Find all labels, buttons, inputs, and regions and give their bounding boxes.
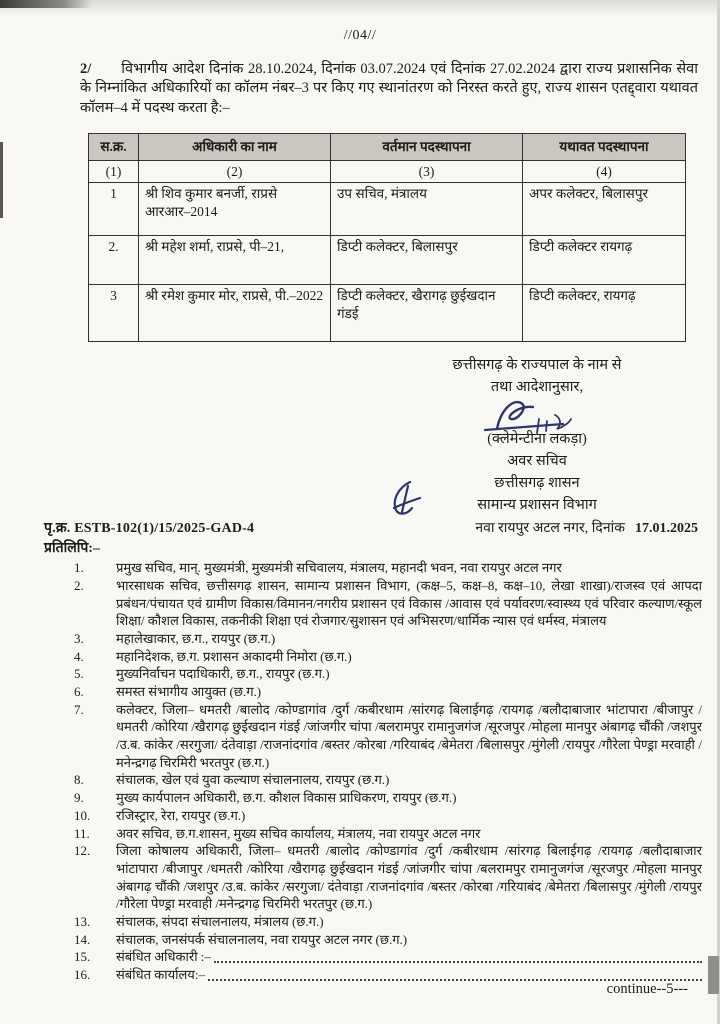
list-item-text-wrap [116,771,702,789]
list-item-number: 5. [74,666,84,682]
signature-order-line: तथा आदेशानुसार, [490,379,584,396]
table-row [89,285,686,342]
cell-current-posting: उप सचिव, मंत्रालय [331,183,523,236]
list-item-number: 9. [74,790,84,806]
dotted-fill-line [214,959,702,963]
list-item-number: 16. [74,966,91,982]
table-header-row [89,134,686,161]
list-item [74,701,702,772]
col-header-current-posting: वर्तमान पदस्थापना [331,134,523,161]
table-row [89,236,686,285]
list-item-text-wrap [116,807,702,825]
copies-label: प्रतिलिपि:– [44,541,100,557]
list-item-text: प्रमुख सचिव, मान्. मुख्यमंत्री, मुख्यमंत्री सचिवालय, मंत्रालय, महानदी भवन, नवा रायपुर अटल नगर [116,560,562,576]
handwritten-initials [388,478,422,518]
cell-serial: 2. [89,236,139,285]
list-item-number: 1. [74,560,84,576]
list-item-text: अवर सचिव, छ.ग.शासन, मुख्य सचिव कार्यालय, मंत्रालय, नवा रायपुर अटल नगर [116,825,481,841]
list-item-text: समस्त संभागीय आयुक्त (छ.ग.) [116,684,262,700]
scan-artifact-top-smudge [0,0,92,8]
column-number-row [89,160,686,183]
continue-note: continue--5--- [606,981,688,997]
list-item-number: 6. [74,684,84,700]
cell-serial: 3 [89,285,139,342]
list-item-number: 4. [74,648,84,664]
scan-artifact-right-bar [708,956,719,994]
list-item [74,577,702,630]
list-item-number: 12. [74,843,91,859]
col-header-officer-name: अधिकारी का नाम [139,134,331,161]
list-item [74,825,702,843]
list-item-text: जिला कोषालय अधिकारी, जिला– धमतरी /बालोद /कोण्डागांव /दुर्ग /कबीरधाम /सांरगढ़ बिलाईगढ़ /रायगढ़ /बलौदाबाजार भांटापारा /बीजापुर /धमतरी /कोरिया /खैरागढ़ छुईखदान गंडई /जांजगीर चांपा /बलरामपुर रामानुजगंज /सूरजपुर /मोहला मानपुर अंबागढ़ चौंकी /जशपुर /उ.ब. कांकेर /सरगुजा/ दंतेवाड़ा /राजनांदगांव /बस्तर /कोरबा /गरियाबंद /बेमेतरा /बिलासपुर /मुंगेली /रायपुर /गौरेला पेण्ड्रा मरवाही /मनेन्द्रगढ़ चिरमिरी भरतपुर (छ.ग.) [116,843,702,912]
page-number: //04// [343,28,377,43]
list-item [74,789,702,807]
table-row [89,183,686,236]
list-item-number: 11. [74,825,90,841]
reference-number: पृ.क्र. ESTB-102(1)/15/2025-GAD-4 [44,521,255,537]
cell-retained-posting: अपर कलेक्टर, बिलासपुर [523,183,686,236]
col-number-3: (3) [331,160,523,183]
document-date: 17.01.2025 [635,521,698,537]
cell-current-posting: डिप्टी कलेक्टर, बिलासपुर [331,236,523,285]
list-item-text: संचालक, जनसंपर्क संचालनालय, नवा रायपुर अटल नगर (छ.ग.) [116,931,408,947]
scan-artifact-top-band [0,0,720,16]
signature-authority-line: छत्तीसगढ़ के राज्यपाल के नाम से [452,357,622,374]
list-item-text-wrap [116,648,702,666]
dotted-fill-line [208,977,702,981]
list-item-text-wrap [116,842,702,913]
paragraph-number: 2/ [80,61,92,77]
col-number-4: (4) [523,160,686,183]
list-item [74,559,702,577]
table-body [89,183,686,342]
list-item [74,665,702,683]
list-item-number: 15. [74,949,91,965]
cell-retained-posting: डिप्टी कलेक्टर रायगढ़ [523,236,686,285]
list-item-text-wrap [116,683,702,701]
list-item [74,807,702,825]
list-item-text: कलेक्टर, जिला– धमतरी /बालोद /कोण्डागांव /दुर्ग /कबीरधाम /सांरगढ़ बिलाईगढ़ /रायगढ़ /बलौदाबाजार भांटापारा /बीजापुर /धमतरी /कोरिया /खैरागढ़ छुईखदान गंडई /जांजगीर चांपा /बलरामपुर रामानुजगंज /सूरजपुर /मोहला मानपुर अंबागढ़ चौंकी /जशपुर /उ.ब. कांकेर /सरगुजा/ दंतेवाड़ा /राजनांदगांव /बस्तर /कोरबा /गरियाबंद /बेमेतरा /बिलासपुर /मुंगेली /रायपुर /गौरेला पेण्ड्रा मरवाही /मनेन्द्रगढ़ चिरमिरी भरतपुर (छ.ग.) [116,701,702,770]
list-item-number: 7. [74,701,84,717]
list-item-number: 3. [74,631,84,647]
list-item-text-wrap [116,559,702,577]
col-header-serial: स.क्र. [89,134,139,161]
list-item-text: संबंधित अधिकारी :– [116,949,211,965]
signatory-designation: अवर सचिव [507,452,567,469]
signature-block [382,356,692,514]
intro-paragraph [80,60,698,118]
list-item-text: संचालक, खेल एवं युवा कल्याण संचालनालय, रायपुर (छ.ग.) [116,772,390,788]
list-item-text: संबंधित कार्यालय:– [116,966,205,982]
cell-current-posting: डिप्टी कलेक्टर, खैरागढ़ छुईखदान गंडई [331,285,523,342]
transfer-table [88,133,686,342]
cell-officer-name: श्री महेश शर्मा, राप्रसे, पी–21, [139,236,331,285]
list-item [74,648,702,666]
list-item-text: मुख्य कार्यपालन अधिकारी, छ.ग. कौशल विकास प्राधिकरण, रायपुर (छ.ग.) [116,790,457,806]
list-item-text-wrap [116,630,702,648]
intro-text: विभागीय आदेश दिनांक 28.10.2024, दिनांक 03.07.2024 एवं दिनांक 27.02.2024 द्वारा राज्य प्रशासनिक सेवा के निम्नांकित अधिकारियों का कॉलम नंबर–3 पर किए गए स्थानांतरण को निरस्त करते हुए, राज्य शासन एतद्द्वारा यथावत कॉलम–4 में पदस्थ करता है:– [80,61,698,116]
signatory-department: सामान्य प्रशासन विभाग [477,496,597,513]
list-item-number: 10. [74,807,91,823]
list-item-text-wrap [116,577,702,630]
col-header-retained-posting: यथावत पदस्थापना [523,134,686,161]
list-item [74,683,702,701]
cell-retained-posting: डिप्टी कलेक्टर, रायगढ़ [523,285,686,342]
list-item-text-wrap [116,931,702,949]
place-and-date [475,518,698,537]
col-number-1: (1) [89,160,139,183]
reference-row [44,518,698,537]
cell-officer-name: श्री रमेश कुमार मोर, राप्रसे, पी.–2022 [139,285,331,342]
signatory-government: छत्तीसगढ़ शासन [494,474,580,491]
cell-serial: 1 [89,183,139,236]
cell-officer-name: श्री शिव कुमार बनर्जी, राप्रसे आरआर–2014 [139,183,331,236]
list-item [74,630,702,648]
scan-artifact-left-line [0,142,3,218]
copy-distribution-list [74,559,702,983]
list-item-number: 8. [74,772,84,788]
place-date-label: नवा रायपुर अटल नगर, दिनांक [475,521,625,537]
list-item [74,931,702,949]
list-item-number: 2. [74,578,84,594]
list-item-text-wrap [116,701,702,772]
signatory-name: (क्लेमेन्टीना लकड़ा) [487,431,587,448]
list-item-text: मुख्यनिर्वाचन पदाधिकारी, छ.ग., रायपुर (छ.ग.) [116,666,330,682]
list-item-number: 13. [74,913,91,929]
list-item-number: 14. [74,931,91,947]
list-item [74,913,702,931]
list-item-text-wrap [116,825,702,843]
list-item-text: रजिस्ट्रार, रेरा, रायपुर (छ.ग.) [116,807,246,823]
list-item-text: संचालक, संपदा संचालनालय, मंत्रालय (छ.ग.) [116,913,324,929]
list-item-text-wrap [116,948,702,966]
list-item [74,771,702,789]
col-number-2: (2) [139,160,331,183]
list-item [74,842,702,913]
list-item [74,948,702,966]
list-item-text: महालेखाकार, छ.ग., रायपुर (छ.ग.) [116,631,276,647]
list-item-text: महानिदेशक, छ.ग. प्रशासन अकादमी निमोरा (छ.ग.) [116,648,352,664]
list-item-text: भारसाधक सचिव, छत्तीसगढ़ शासन, सामान्य प्रशासन विभाग, (कक्ष–5, कक्ष–8, कक्ष–10, लेखा शाखा)/राजस्व एवं आपदा प्रबंधन/पंचायत एवं ग्रामीण विकास/विमानन/नगरीय प्रशासन एवं विकास /आवास एवं पर्यावरण/स्वास्थ्य एवं परिवार कल्याण/स्कूल शिक्षा/ कौशल विकास, तकनीकी शिक्षा एवं रोजगार/सुशासन एवं अभिसरण/धार्मिक न्यास एवं धर्मस्व, मंत्रालय [116,578,702,629]
list-item-text-wrap [116,913,702,931]
list-item-text-wrap [116,665,702,683]
list-item-text-wrap [116,789,702,807]
